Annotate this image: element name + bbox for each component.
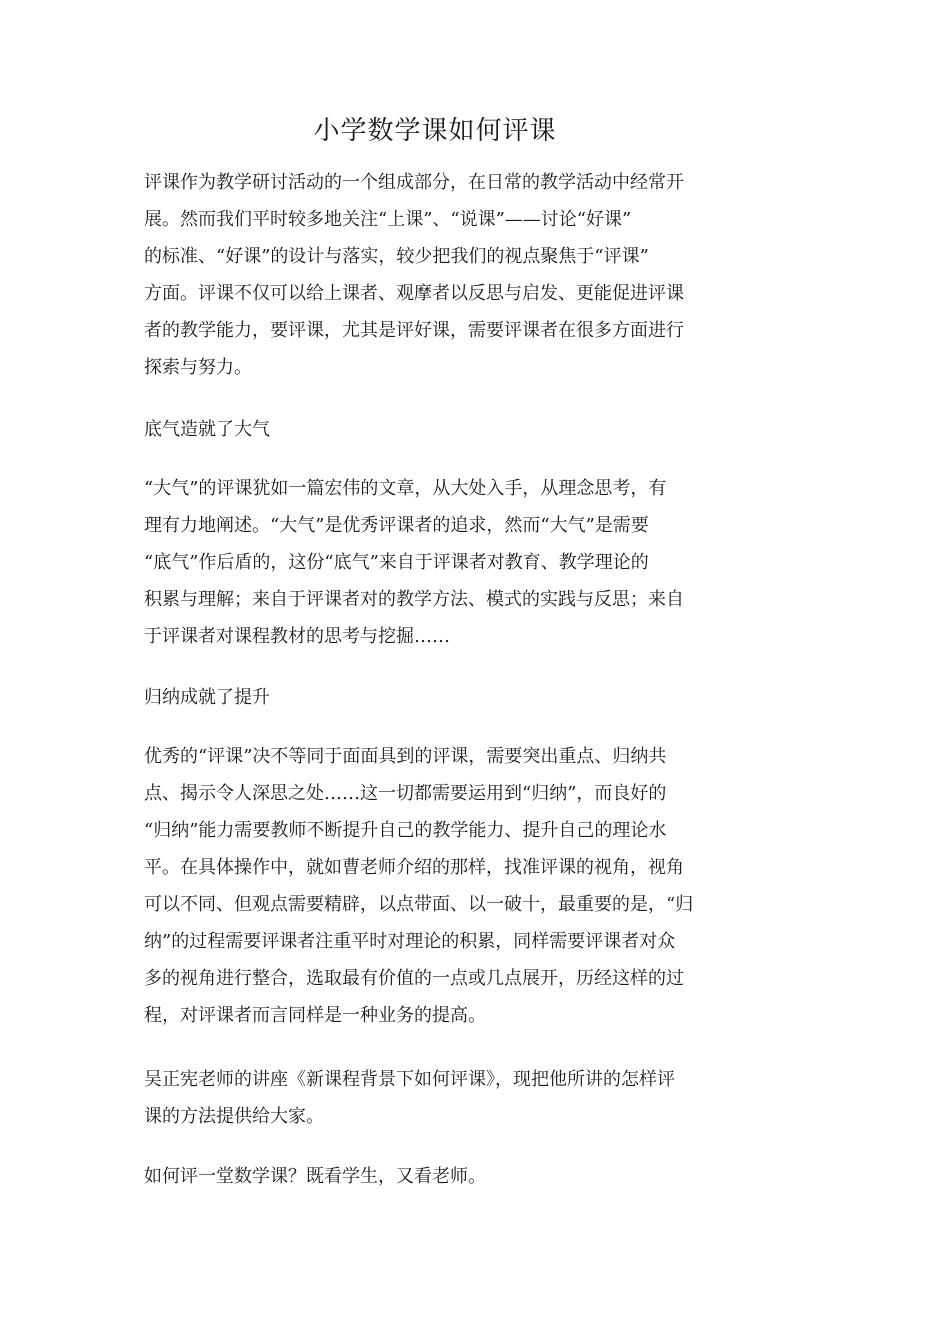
text-line: 吴正宪老师的讲座《新课程背景下如何评课》，现把他所讲的怎样评	[144, 1069, 675, 1090]
text-line: 于评课者对课程教材的思考与挖掘……	[144, 626, 450, 647]
text-line: 多的视角进行整合，选取最有价值的一点或几点展开，历经这样的过	[144, 968, 684, 989]
text-line: 评课作为教学研讨活动的一个组成部分，在日常的教学活动中经常开	[144, 172, 684, 193]
text-line: 理有力地阐述。“大气”是优秀评课者的追求，然而“大气”是需要	[144, 515, 649, 536]
text-line: 平。在具体操作中，就如曹老师介绍的那样，找准评课的视角，视角	[144, 857, 684, 878]
heading-text: 底气造就了大气	[144, 419, 270, 440]
section-heading-2	[144, 679, 726, 716]
text-line: 展。然而我们平时较多地关注“上课”、“说课”——讨论“好课”	[144, 209, 632, 230]
text-line: 优秀的“评课”决不等同于面面具到的评课，需要突出重点、归纳共	[144, 746, 667, 767]
paragraph-section-1	[144, 470, 726, 655]
text-line: 纳”的过程需要评课者注重平时对理论的积累，同样需要评课者对众	[144, 931, 676, 952]
text-line: 程，对评课者而言同样是一种业务的提高。	[144, 1005, 486, 1026]
document-title: 小学数学课如何评课	[313, 116, 557, 146]
text-line: “归纳”能力需要教师不断提升自己的教学能力、提升自己的理论水	[144, 820, 667, 841]
paragraph-section-2	[144, 738, 726, 1034]
text-line: 积累与理解；来自于评课者对的教学方法、模式的实践与反思；来自	[144, 589, 684, 610]
text-line: 的标准、“好课”的设计与落实，较少把我们的视点聚焦于“评课”	[144, 246, 649, 267]
text-line: 方面。评课不仅可以给上课者、观摩者以反思与启发、更能促进评课	[144, 283, 684, 304]
paragraph-intro	[144, 164, 726, 386]
text-line: 者的教学能力，要评课，尤其是评好课，需要评课者在很多方面进行	[144, 320, 684, 341]
heading-text: 归纳成就了提升	[144, 687, 270, 708]
text-line: 如何评一堂数学课？既看学生，又看老师。	[144, 1166, 486, 1187]
text-line: 探索与努力。	[144, 357, 252, 378]
paragraph-section-3	[144, 1061, 726, 1135]
text-line: “大气”的评课犹如一篇宏伟的文章，从大处入手，从理念思考，有	[144, 478, 667, 499]
section-heading-1	[144, 411, 726, 448]
text-line: 可以不同、但观点需要精辟，以点带面、以一破十，最重要的是，“归	[144, 894, 694, 915]
text-line: “底气”作后盾的，这份“底气”来自于评课者对教育、教学理论的	[144, 552, 649, 573]
paragraph-section-4	[144, 1158, 726, 1195]
text-line: 课的方法提供给大家。	[144, 1106, 324, 1127]
text-line: 点、揭示令人深思之处……这一切都需要运用到“归纳”，而良好的	[144, 783, 667, 804]
